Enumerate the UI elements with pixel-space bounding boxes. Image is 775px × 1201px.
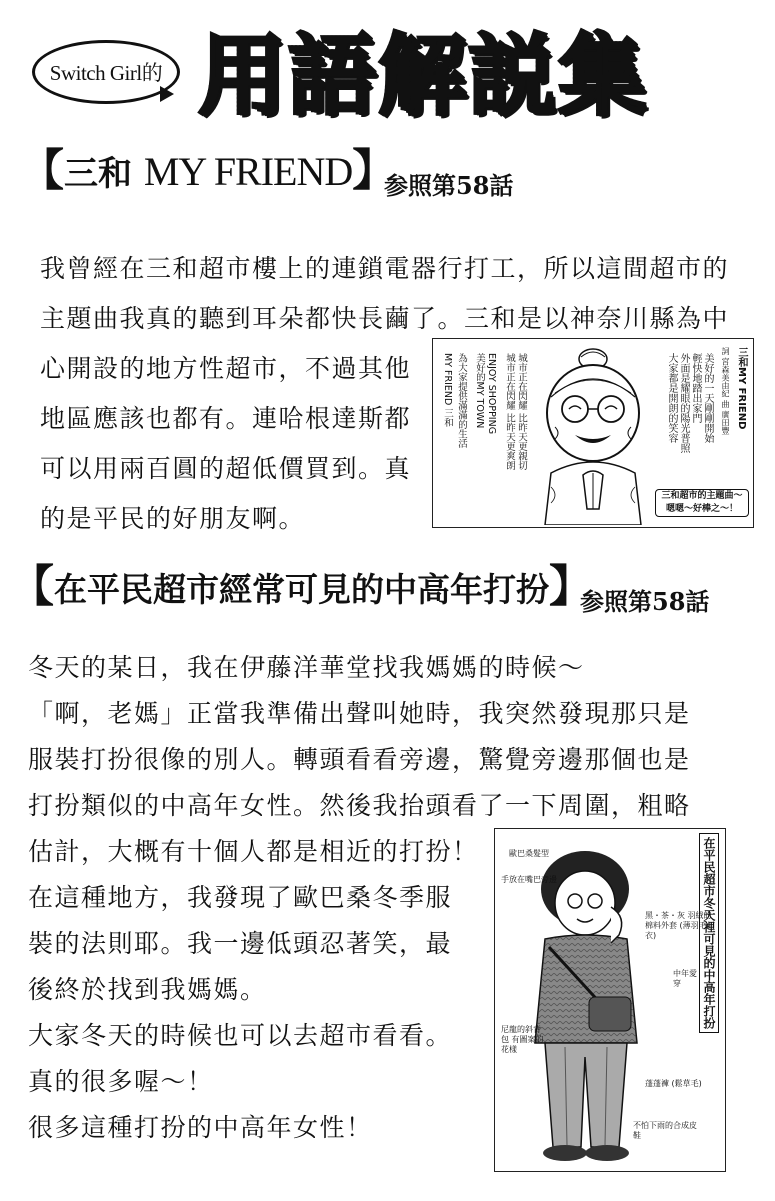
bubble-tail: [160, 86, 174, 102]
lyric-line: 為大家提供滿滿的生活: [456, 353, 467, 448]
body-line: 冬天的某日，我在伊藤洋華堂找我媽媽的時候～: [28, 653, 585, 682]
section1-heading: [20, 146, 396, 199]
annotation-coat: 黑・茶・灰 羽絨的棉料外套 (薄羽毛衣): [645, 911, 712, 940]
panel-label-box: 在平民超市冬天裡可見的中高年打扮: [699, 833, 719, 1033]
body-line: 主題曲我真的聽到耳朵都快長繭了。三和是以神奈川縣為中: [40, 304, 730, 333]
lyric-line: 美好的一天剛剛開始: [702, 353, 713, 443]
page-title-text: 用語解説集: [198, 24, 649, 127]
lyric-line: 外面是耀眼的陽光普照: [678, 353, 689, 453]
body-line: 打扮類似的中高年女性。然後我抬頭看了一下周圍，粗略: [28, 791, 691, 820]
body-line: 很多這種打扮的中高年女性！: [28, 1113, 373, 1142]
annotation-shoes: 不怕下雨的合成皮鞋: [633, 1121, 697, 1140]
body-line: 我曾經在三和超市樓上的連鎖電器行打工，所以這間超市的: [40, 254, 730, 283]
speech-box: [655, 489, 749, 517]
lyric-line: 輕快地踏出家門: [690, 353, 701, 423]
section2-reference: 参照第58話: [580, 587, 710, 616]
section1-title-en: MY FRIEND: [143, 149, 353, 194]
annotation-hand: 手放在嘴巴旁邊: [501, 875, 557, 884]
body-line: 裝的法則耶。我一邊低頭忍著笑，最: [28, 929, 453, 958]
section1-reference: 参照第58話: [384, 171, 514, 200]
annotation-length: 中年愛穿: [673, 969, 697, 988]
body-line: 在這種地方，我發現了歐巴桑冬季服: [28, 883, 453, 912]
body-line: 估計，大概有十個人都是相近的打扮！: [28, 837, 479, 866]
bracket-close: 】: [549, 561, 593, 612]
body-line: 後終於找到我媽媽。: [28, 975, 267, 1004]
bubble-text: Switch Girl的: [49, 61, 163, 85]
manga-panel-lyrics: [432, 338, 754, 528]
lyric-title: 三和MY FRIEND: [736, 347, 747, 430]
lyric-line: MY FRIEND 三和: [442, 353, 453, 428]
lyric-line: 城市正在閃耀 比昨天更爽朗: [504, 353, 515, 471]
lyric-line: 城市正在閃耀 比昨天更親切: [516, 353, 527, 471]
body-line: 的是平民的好朋友啊。: [40, 504, 306, 533]
lyric-line: 大家都是開朗的笑容: [666, 353, 677, 443]
body-line: 真的很多喔～！: [28, 1067, 214, 1096]
speech-bubble: [32, 40, 180, 104]
section2-title: 在平民超市經常可見的中高年打扮: [54, 570, 549, 609]
manga-panel-woman: [494, 828, 726, 1172]
body-line: 「啊，老媽」正當我準備出聲叫她時，我突然發現那只是: [28, 699, 691, 728]
speech-line: 三和超市的主題曲～: [661, 491, 743, 501]
body-line: 大家冬天的時候也可以去超市看看。: [28, 1021, 453, 1050]
bracket-open: 【: [10, 561, 54, 612]
lyric-line: 美好的MY TOWN: [474, 353, 485, 429]
section2-heading: [10, 562, 593, 615]
speech-line: 嗯嗯～好棒之～！: [665, 504, 738, 514]
annotation-hair: 歐巴桑髮型: [509, 849, 549, 858]
body-line: 地區應該也都有。連哈根達斯都: [40, 404, 412, 433]
lyric-credit: 詞 宮森美由紀 曲 廣田豐: [721, 347, 730, 435]
lyric-line: ENJOY SHOPPING: [486, 353, 497, 435]
body-line: 服裝打扮很像的別人。轉頭看看旁邊，驚覺旁邊那個也是: [28, 745, 691, 774]
granny-illustration: [531, 347, 655, 525]
annotation-pants: 蓬蓬褲 (鬆草毛): [645, 1079, 702, 1088]
section1-title-cn: 三和: [64, 154, 132, 194]
body-line: 心開設的地方性超市，不過其他: [40, 354, 412, 383]
page-title: [198, 26, 648, 126]
body-line: 可以用兩百圓的超低價買到。真: [40, 454, 412, 483]
bracket-open: 【: [20, 145, 64, 196]
bracket-close: 】: [352, 145, 397, 196]
annotation-bag: 尼龍的斜背包 有圖案的花樣: [501, 1025, 544, 1054]
